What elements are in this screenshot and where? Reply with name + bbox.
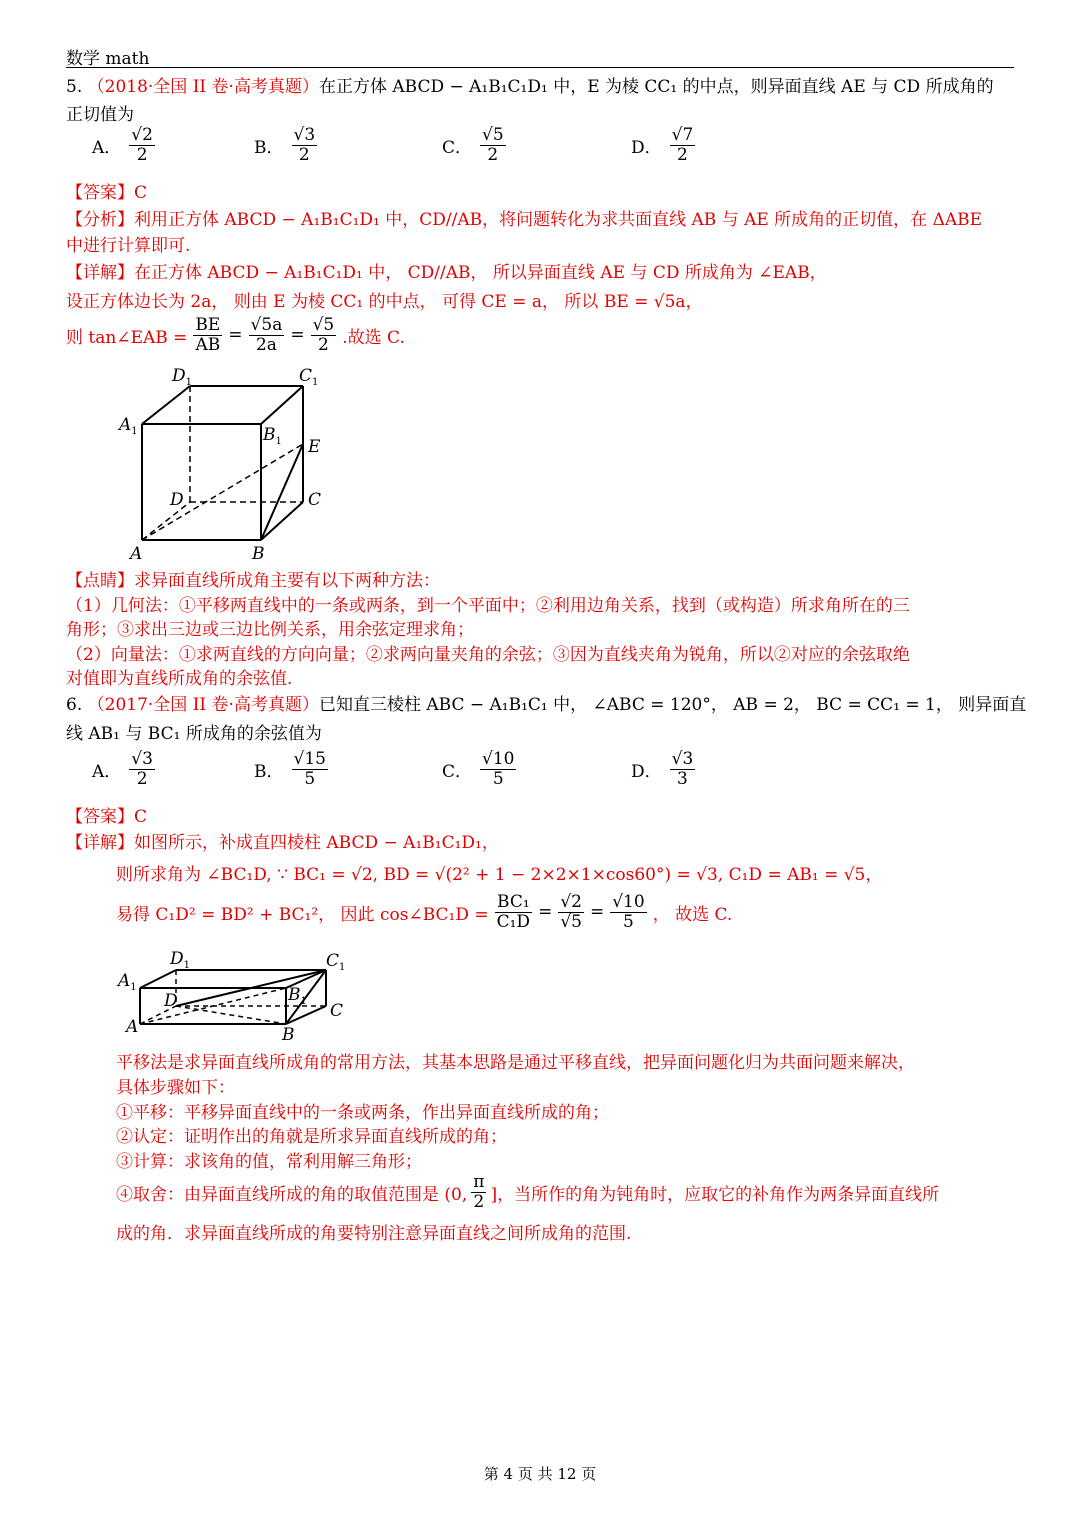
q5-answer: 【答案】C <box>66 183 148 203</box>
fraction: $\frac{\pi}{2}$ <box>473 1172 485 1212</box>
q5-detail-line3: 则 tan∠EAB = $\frac{BE}{AB}$ = $\frac{√5a}{2a}$ = $\frac{√5}{2}$ .故选 C. <box>66 315 405 355</box>
q5-number: 5. <box>66 77 83 97</box>
option-label: B． <box>254 761 284 782</box>
hidden-segment-ae <box>142 444 303 540</box>
option-label: A． <box>92 761 122 782</box>
page-number: 第 4 页 共 12 页 <box>483 1465 597 1483</box>
q6-stem-a: 已知直三棱柱 ABC − A₁B₁C₁ 中， ∠ABC = 120°， AB = 2， BC = CC₁ = 1， 则异面直 <box>318 695 1027 715</box>
edge-bc <box>261 502 303 540</box>
edge-a1d1 <box>140 970 176 988</box>
header-rule <box>66 67 1014 68</box>
q6-number: 6. <box>66 695 83 715</box>
label-c1: $C_1$ <box>299 366 319 388</box>
q6-detail-line3: 易得 C₁D² = BD² + BC₁²， 因此 cos∠BC₁D = $\frac{\text{BC₁}}{\text{C₁D}}$ = $\frac{√2}{√5}$ = $\frac{√10}{5}$ ， 故选 C. <box>116 892 733 932</box>
label-c: C <box>308 490 322 510</box>
q5-tan-prefix: 则 tan∠EAB = <box>66 327 188 348</box>
q5-option-c <box>442 126 508 164</box>
label-b1: $B_1$ <box>288 985 307 1007</box>
q5-detail-line1: 【详解】在正方体 ABCD − A₁B₁C₁D₁ 中， CD//AB， 所以异面直线 AE 与 CD 所成角为 ∠EAB， <box>66 263 827 283</box>
label-a1: $A_1$ <box>118 971 137 993</box>
fraction: $\frac{BE}{AB}$ <box>195 315 221 355</box>
q6-cos-prefix: 易得 C₁D² = BD² + BC₁²， 因此 cos∠BC₁D = <box>116 904 489 925</box>
q6-option-a <box>92 750 157 788</box>
option-label: D． <box>631 137 662 158</box>
q6-option-c <box>442 750 518 788</box>
label-c: C <box>330 1001 344 1021</box>
fraction: $\frac{√5}{2}$ <box>312 315 335 355</box>
q6-method-line2: 具体步骤如下： <box>116 1078 235 1098</box>
q5-remark-title: 【点睛】求异面直线所成角主要有以下两种方法： <box>66 571 440 591</box>
label-a: A <box>126 1017 139 1037</box>
option-label: C． <box>442 761 473 782</box>
q5-stem-line1 <box>66 72 994 97</box>
option-fraction: $\frac{√15}{5}$ <box>293 749 326 789</box>
option-label: A． <box>92 137 122 158</box>
q6-step-1: ①平移：平移异面直线中的一条或两条，作出异面直线所成的角； <box>116 1103 609 1123</box>
label-b: B <box>282 1025 295 1045</box>
option-fraction: $\frac{√10}{5}$ <box>482 749 515 789</box>
q5-remark-2a: （2）向量法：①求两直线的方向向量；②求两向量夹角的余弦；③因为直线夹角为锐角，所以②对应的余弦取绝 <box>66 645 910 665</box>
option-fraction: $\frac{√5}{2}$ <box>482 125 504 165</box>
q6-option-d <box>631 750 697 788</box>
q6-option-b <box>254 750 330 788</box>
q5-option-b <box>254 126 319 164</box>
q5-remark-2b: 对值即为直线所成角的余弦值. <box>66 669 293 689</box>
option-label: C． <box>442 137 473 158</box>
q5-option-d <box>631 126 697 164</box>
q5-stem-a: 在正方体 ABCD − A₁B₁C₁D₁ 中，E 为棱 CC₁ 的中点，则异面直线 AE 与 CD 所成角的 <box>318 77 994 97</box>
q5-analysis-line2: 中进行计算即可. <box>66 236 191 256</box>
q6-stem-line1 <box>66 690 1026 715</box>
q6-cos-suffix: ， 故选 C. <box>652 904 733 925</box>
q6-detail-line2: 则所求角为 ∠BC₁D, ∵ BC₁ = √2, BD = √(2² + 1 − 2×2×1×cos60°) = √3, C₁D = AB₁ = √5， <box>116 865 883 885</box>
label-b1: $B_1$ <box>263 425 282 447</box>
prism-figure <box>110 940 370 1045</box>
label-b: B <box>252 544 265 564</box>
label-a1: $A_1$ <box>119 415 138 437</box>
edge-b1c1 <box>261 386 303 424</box>
q6-step-2: ②认定：证明作出的角就是所求异面直线所成的角； <box>116 1127 507 1147</box>
q6-answer: 【答案】C <box>66 807 148 827</box>
q5-remark-1a: （1）几何法：①平移两直线中的一条或两条，到一个平面中；②利用边角关系，找到（或构造）所求角所在的三 <box>66 596 910 616</box>
label-d1: $D_1$ <box>172 366 193 388</box>
q5-remark-1b: 角形；③求出三边或三边比例关系，用余弦定理求角； <box>66 620 474 640</box>
header-subject: 数学 math <box>66 49 150 69</box>
label-d: D <box>164 991 178 1011</box>
option-fraction: $\frac{√3}{2}$ <box>131 749 153 789</box>
option-fraction: $\frac{√2}{2}$ <box>131 125 153 165</box>
fraction: $\frac{√2}{√5}$ <box>560 892 582 932</box>
label-d: D <box>170 490 184 510</box>
fraction: $\frac{√5a}{2a}$ <box>250 315 283 355</box>
q6-method-line1: 平移法是求异面直线所成角的常用方法，其基本思路是通过平移直线，把异面问题化归为共面问题来解决， <box>116 1053 915 1073</box>
q6-step-3: ③计算：求该角的值，常利用解三角形； <box>116 1152 422 1172</box>
segment-be <box>261 444 303 540</box>
option-fraction: $\frac{√7}{2}$ <box>671 125 694 165</box>
cube-figure <box>110 362 340 567</box>
q6-step-4b: 成的角．求异面直线所成的角要特别注意异面直线之间所成角的范围. <box>116 1224 632 1244</box>
label-e: E <box>308 437 321 457</box>
q6-step4-suffix: ]，当所作的角为钝角时，应取它的补角作为两条异面直线所 <box>490 1184 940 1205</box>
q5-tan-suffix: .故选 C. <box>342 327 405 348</box>
hidden-segment-db <box>176 1006 286 1024</box>
option-label: B． <box>254 137 284 158</box>
q5-stem-line2: 正切值为 <box>66 105 134 125</box>
edge-a1d1 <box>142 386 190 424</box>
q6-detail-line1: 【详解】如图所示，补成直四棱柱 ABCD − A₁B₁C₁D₁， <box>66 833 499 853</box>
fraction: $\frac{\text{BC₁}}{\text{C₁D}}$ <box>496 892 531 932</box>
q5-source: （2018·全国 II 卷·高考真题） <box>87 77 319 97</box>
option-label: D． <box>631 761 662 782</box>
q5-option-a <box>92 126 157 164</box>
option-fraction: $\frac{√3}{2}$ <box>293 125 316 165</box>
label-a: A <box>130 544 143 564</box>
q5-analysis-line1: 【分析】利用正方体 ABCD − A₁B₁C₁D₁ 中，CD//AB，将问题转化为求共面直线 AB 与 AE 所成角的正切值，在 ΔABE <box>66 210 983 230</box>
label-c1: $C_1$ <box>326 951 346 973</box>
q6-source: （2017·全国 II 卷·高考真题） <box>87 695 319 715</box>
q6-step-4 <box>116 1173 939 1211</box>
hidden-segment-ab1 <box>140 988 286 1024</box>
label-d1: $D_1$ <box>170 949 191 971</box>
q5-detail-line2: 设正方体边长为 2a， 则由 E 为棱 CC₁ 的中点， 可得 CE = a， 所以 BE = √5a， <box>66 292 703 312</box>
option-fraction: $\frac{√3}{3}$ <box>671 749 694 789</box>
q6-step4-prefix: ④取舍：由异面直线所成的角的取值范围是 (0, <box>116 1184 468 1205</box>
q6-stem-line2: 线 AB₁ 与 BC₁ 所成角的余弦值为 <box>66 724 322 744</box>
fraction: $\frac{√10}{5}$ <box>612 892 645 932</box>
